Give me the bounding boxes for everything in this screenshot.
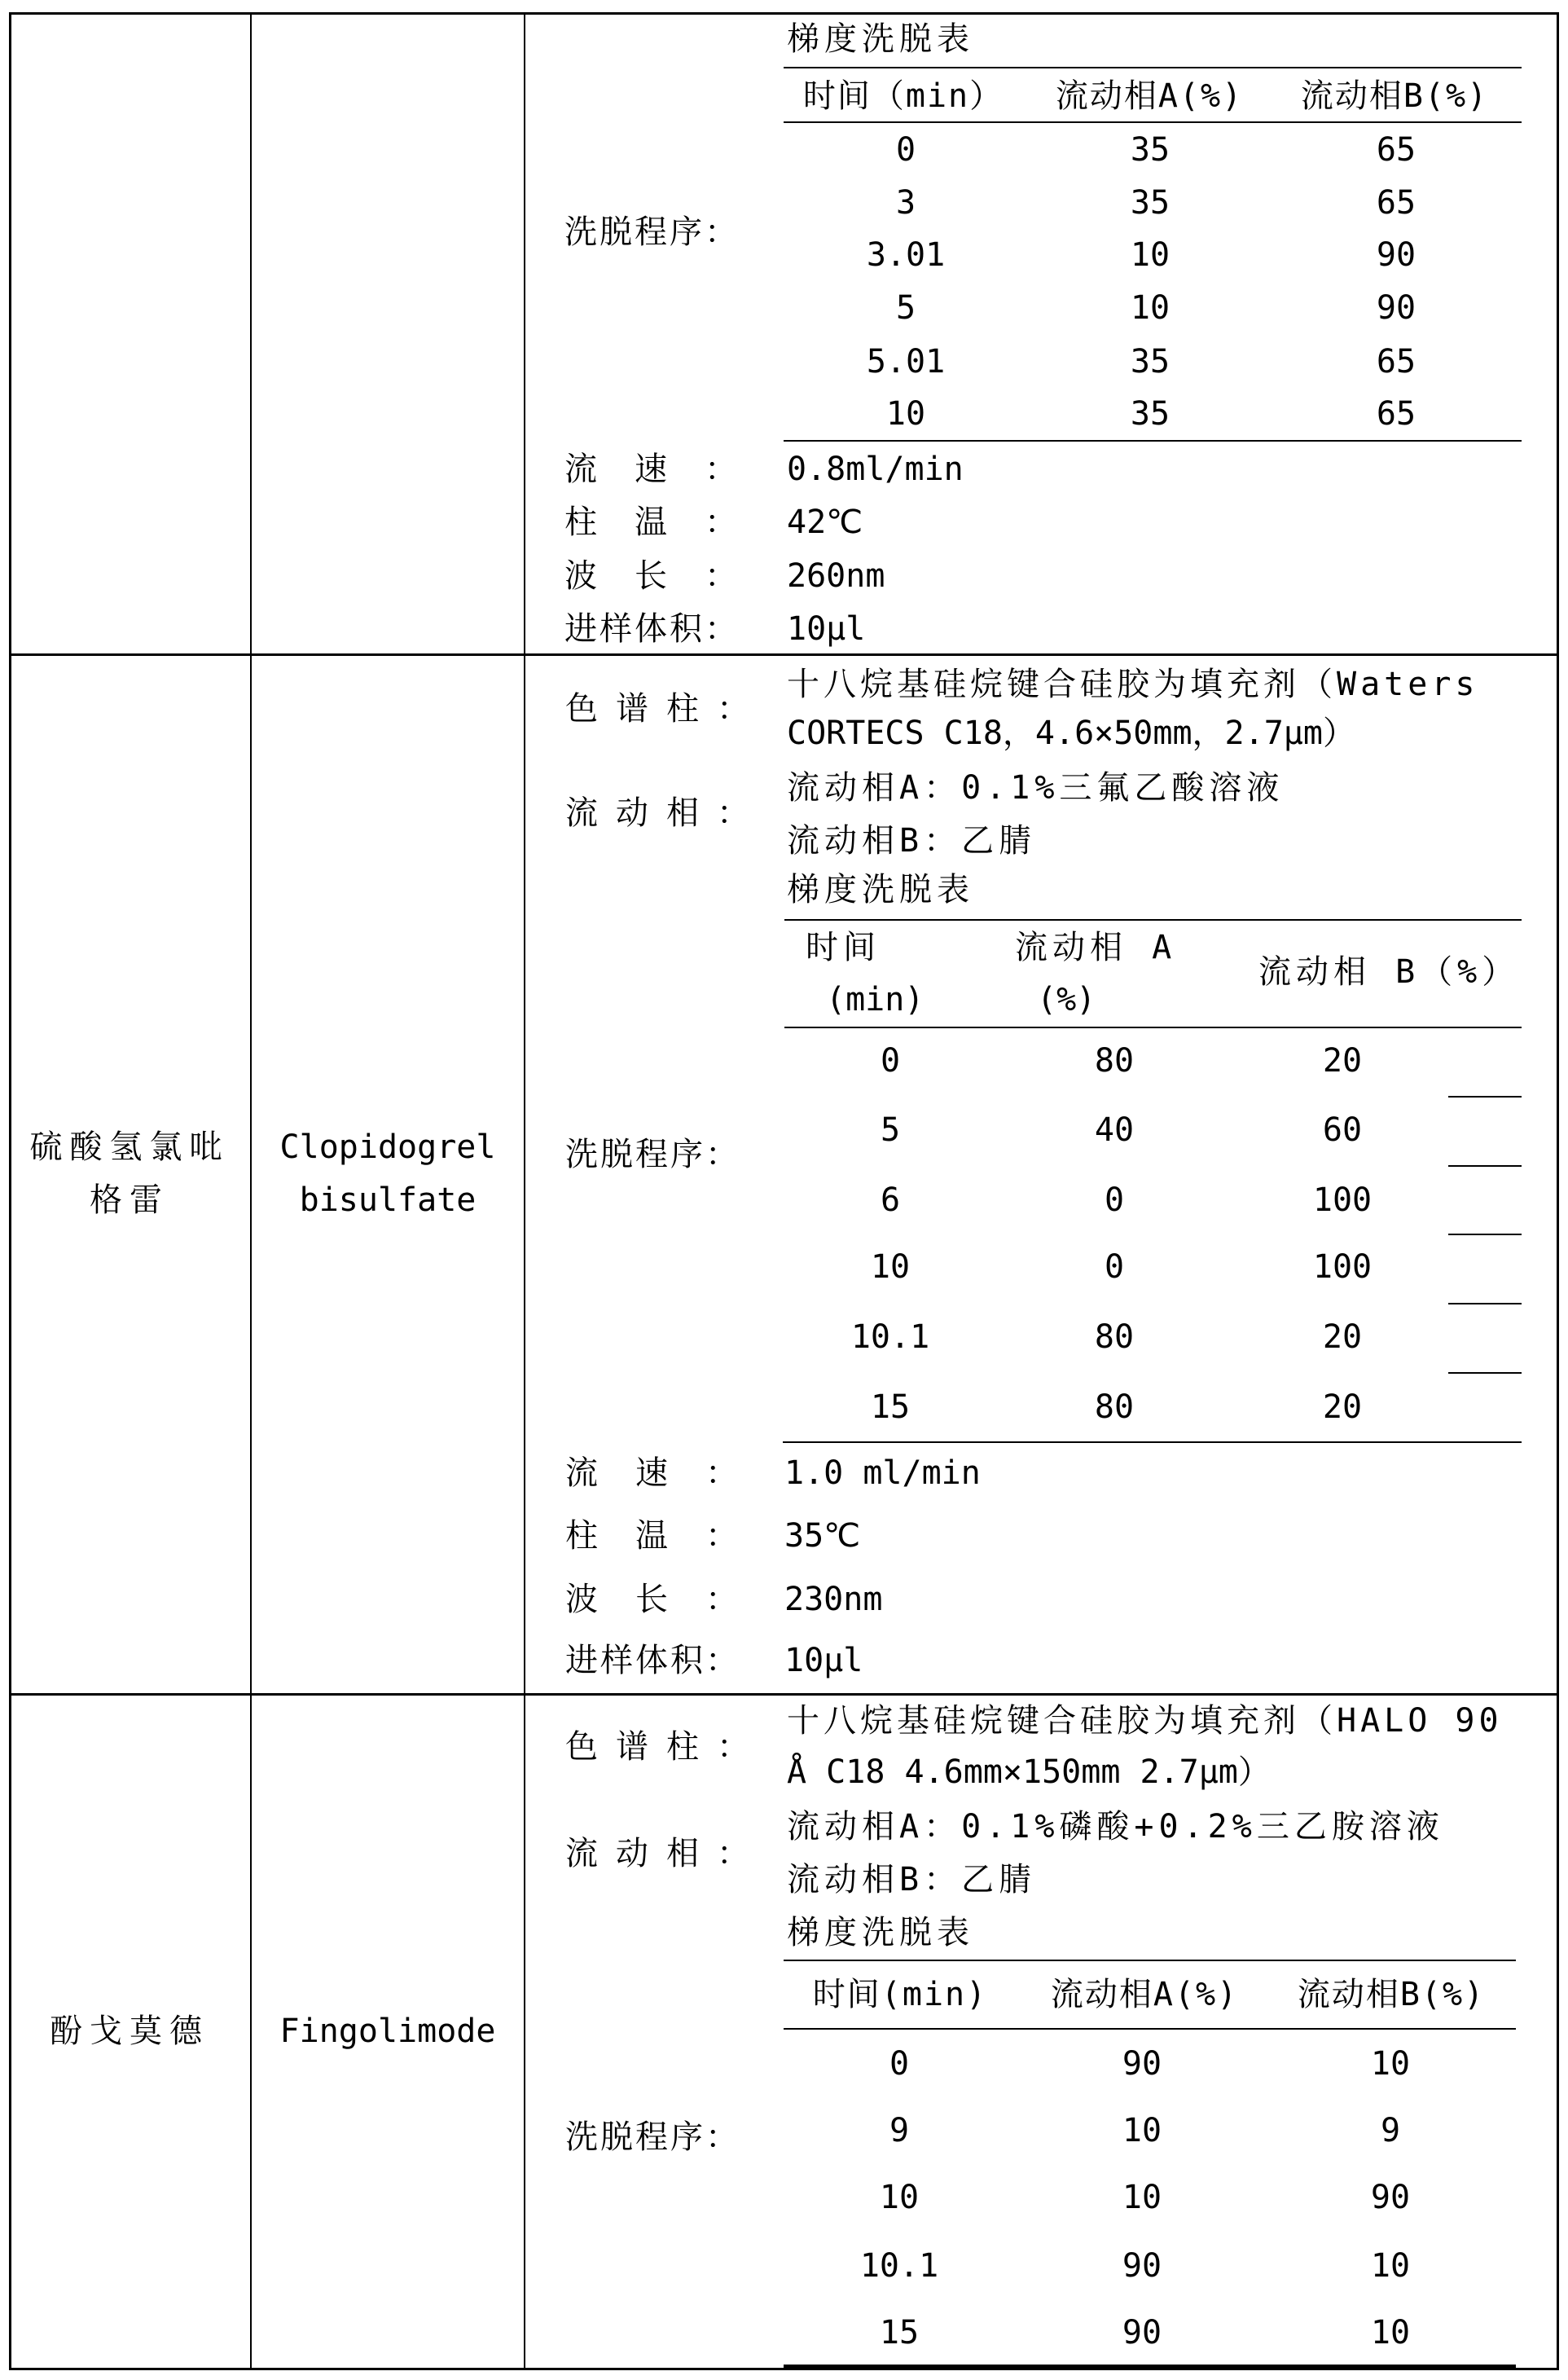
flow-rate-label: 流 速 ：: [564, 451, 740, 488]
gradient-table-top-rule: [784, 67, 1522, 68]
cell-time: 6: [880, 1181, 901, 1219]
header-phase-a: 流动相A(%): [1050, 1976, 1239, 2013]
cell-time: 0: [889, 2045, 910, 2083]
column-temp-value: 42℃: [787, 504, 863, 541]
gradient-header-rule: [784, 121, 1522, 123]
mobile-phase-a: 流动相A：0.1%磷酸+0.2%三乙胺溶液: [787, 1808, 1444, 1845]
gradient-row: [0, 341, 1568, 382]
gradient-row: [0, 1040, 1568, 1081]
cell-phase-a: 0: [1104, 1248, 1125, 1286]
cell-phase-a: 10: [1122, 2112, 1162, 2149]
gradient-row: [0, 1110, 1568, 1150]
gradient-header-row: [0, 76, 1568, 117]
cell-time: 10.1: [850, 1318, 930, 1356]
gradient-row: [0, 2246, 1568, 2286]
column-spec-line-1: 十八烷基硅烷键合硅胶为填充剂（HALO 90: [787, 1702, 1503, 1740]
gradient-header-rule: [784, 2028, 1516, 2030]
cell-phase-b: 10: [1370, 2247, 1411, 2285]
gradient-table-title: 梯度洗脱表: [787, 1914, 974, 1951]
cell-time: 5.01: [866, 343, 946, 381]
gradient-header-rule: [784, 1027, 1522, 1028]
wavelength-label: 波 长 ：: [565, 1581, 740, 1618]
mobile-phase-a: 流动相A：0.1%三氟乙酸溶液: [787, 769, 1285, 807]
header-phase-b: 流动相 B（%）: [1258, 953, 1520, 991]
gradient-table-top-rule: [784, 1960, 1516, 1961]
cell-phase-a: 80: [1094, 1318, 1135, 1356]
drug-name-en: Clopidogrel bisulfate: [279, 1128, 496, 1219]
cell-time: 5: [895, 289, 916, 327]
cell-phase-a: 10: [1130, 289, 1171, 327]
header-phase-b: 流动相B(%): [1300, 77, 1489, 115]
cell-phase-b: 10: [1370, 2045, 1411, 2083]
injection-volume-value: 10μl: [784, 1642, 863, 1679]
wavelength-value: 230nm: [784, 1581, 883, 1618]
cell-time: 0: [895, 131, 916, 169]
elution-program-label: 洗脱程序：: [565, 2118, 740, 2156]
cell-time: 3: [895, 184, 916, 222]
injection-volume-label: 进样体积：: [564, 610, 740, 648]
drug-name-cn: 酚戈莫德: [50, 2013, 209, 2050]
flow-rate-label: 流 速 ：: [565, 1454, 740, 1492]
cell-phase-a: 10: [1130, 236, 1171, 274]
column-spec-line-2: Å C18 4.6mm×150mm 2.7μm）: [787, 1753, 1271, 1791]
cell-phase-b: 20: [1322, 1388, 1363, 1426]
header-phase-b: 流动相B(%): [1297, 1976, 1486, 2013]
cell-phase-b: 20: [1322, 1042, 1363, 1080]
mobile-phase-label: 流动相：: [565, 1835, 767, 1872]
gradient-row: [0, 1387, 1568, 1428]
cell-phase-a: 40: [1094, 1111, 1135, 1149]
cell-time: 5: [880, 1111, 901, 1149]
gradient-row: [0, 2312, 1568, 2353]
column-temp-value: 35℃: [784, 1517, 861, 1555]
gradient-table-bottom-rule: [784, 2365, 1516, 2368]
cell-phase-b: 20: [1322, 1318, 1363, 1356]
gradient-row: [0, 394, 1568, 434]
cell-time: 3.01: [866, 236, 946, 274]
cell-time: 10: [885, 395, 926, 433]
row-separator-fragment: [1448, 1165, 1522, 1167]
cell-phase-b: 100: [1312, 1181, 1373, 1219]
gradient-table-title: 梯度洗脱表: [787, 20, 974, 58]
header-time-line-1: 时间: [806, 929, 881, 966]
header-phase-a-line-2: (%): [1037, 981, 1096, 1018]
cell-phase-a: 35: [1130, 343, 1171, 381]
cell-phase-b: 90: [1370, 2179, 1411, 2216]
cell-phase-a: 80: [1094, 1042, 1135, 1080]
gradient-row: [0, 1247, 1568, 1287]
row-divider-2: [9, 1693, 1559, 1696]
gradient-row: [0, 1317, 1568, 1357]
gradient-row: [0, 288, 1568, 328]
gradient-row: [0, 130, 1568, 170]
gradient-table-top-rule: [784, 919, 1522, 921]
mobile-phase-label: 流动相：: [565, 794, 767, 832]
mobile-phase-b: 流动相B：乙腈: [787, 1861, 1037, 1898]
cell-time: 15: [879, 2314, 920, 2351]
elution-program-label: 洗脱程序：: [564, 213, 740, 251]
row-separator-fragment: [1448, 1303, 1522, 1304]
cell-time: 15: [870, 1388, 911, 1426]
injection-volume-label: 进样体积：: [565, 1642, 740, 1679]
cell-time: 10: [879, 2179, 920, 2216]
cell-phase-a: 90: [1122, 2314, 1162, 2351]
gradient-row: [0, 235, 1568, 275]
cell-phase-a: 35: [1130, 131, 1171, 169]
cell-time: 0: [880, 1042, 901, 1080]
row-divider-1: [9, 653, 1559, 656]
row-separator-fragment: [1448, 1234, 1522, 1235]
gradient-table-bottom-rule: [784, 440, 1522, 442]
gradient-table-bottom-rule: [783, 1441, 1522, 1443]
injection-volume-value: 10μl: [787, 610, 866, 648]
wavelength-value: 260nm: [787, 557, 885, 595]
column-temp-label: 柱 温 ：: [564, 504, 740, 541]
cell-phase-b: 10: [1370, 2314, 1411, 2351]
column-spec-line-2: CORTECS C18，4.6×50mm，2.7μm）: [787, 715, 1355, 752]
cell-time: 10.1: [859, 2247, 939, 2285]
gradient-row: [0, 183, 1568, 223]
wavelength-label: 波 长 ：: [564, 557, 740, 595]
flow-rate-value: 0.8ml/min: [787, 451, 964, 488]
cell-phase-a: 90: [1122, 2247, 1162, 2285]
gradient-row: [0, 2043, 1568, 2084]
cell-phase-b: 60: [1322, 1111, 1363, 1149]
gradient-table-title: 梯度洗脱表: [787, 871, 974, 908]
column-label: 色谱柱：: [565, 690, 767, 728]
gradient-row: [0, 2110, 1568, 2151]
cell-phase-b: 9: [1380, 2112, 1401, 2149]
drug-name-en: Fingolimode: [279, 2013, 496, 2050]
column-label: 色谱柱：: [565, 1728, 767, 1766]
cell-phase-b: 90: [1376, 236, 1416, 274]
cell-phase-a: 10: [1122, 2179, 1162, 2216]
cell-phase-a: 0: [1104, 1181, 1125, 1219]
row-separator-fragment: [1448, 1096, 1522, 1098]
elution-program-label: 洗脱程序：: [565, 1136, 740, 1173]
column-temp-label: 柱 温 ：: [565, 1517, 740, 1555]
drug-name-cn: 硫酸氢氯吡格雷: [29, 1128, 230, 1219]
column-spec-line-1: 十八烷基硅烷键合硅胶为填充剂（Waters: [787, 666, 1479, 703]
gradient-row: [0, 1180, 1568, 1221]
cell-phase-a: 90: [1122, 2045, 1162, 2083]
header-phase-a: 流动相A(%): [1055, 77, 1244, 115]
row-separator-fragment: [1448, 1372, 1522, 1374]
cell-phase-a: 80: [1094, 1388, 1135, 1426]
cell-phase-a: 35: [1130, 184, 1171, 222]
cell-phase-b: 65: [1376, 184, 1416, 222]
header-time-line-2: (min): [826, 981, 925, 1018]
cell-phase-b: 90: [1376, 289, 1416, 327]
cell-phase-b: 65: [1376, 131, 1416, 169]
cell-phase-a: 35: [1130, 395, 1171, 433]
gradient-row: [0, 2177, 1568, 2218]
cell-time: 9: [889, 2112, 910, 2149]
cell-phase-b: 65: [1376, 395, 1416, 433]
cell-phase-b: 65: [1376, 343, 1416, 381]
cell-time: 10: [870, 1248, 911, 1286]
header-time: 时间(min): [812, 1976, 988, 2013]
header-time: 时间（min）: [802, 77, 1004, 115]
gradient-header-row: [0, 1974, 1568, 2015]
flow-rate-value: 1.0 ml/min: [784, 1454, 981, 1492]
header-phase-a-line-1: 流动相 A: [1015, 929, 1177, 966]
cell-phase-b: 100: [1312, 1248, 1373, 1286]
mobile-phase-b: 流动相B：乙腈: [787, 822, 1037, 860]
